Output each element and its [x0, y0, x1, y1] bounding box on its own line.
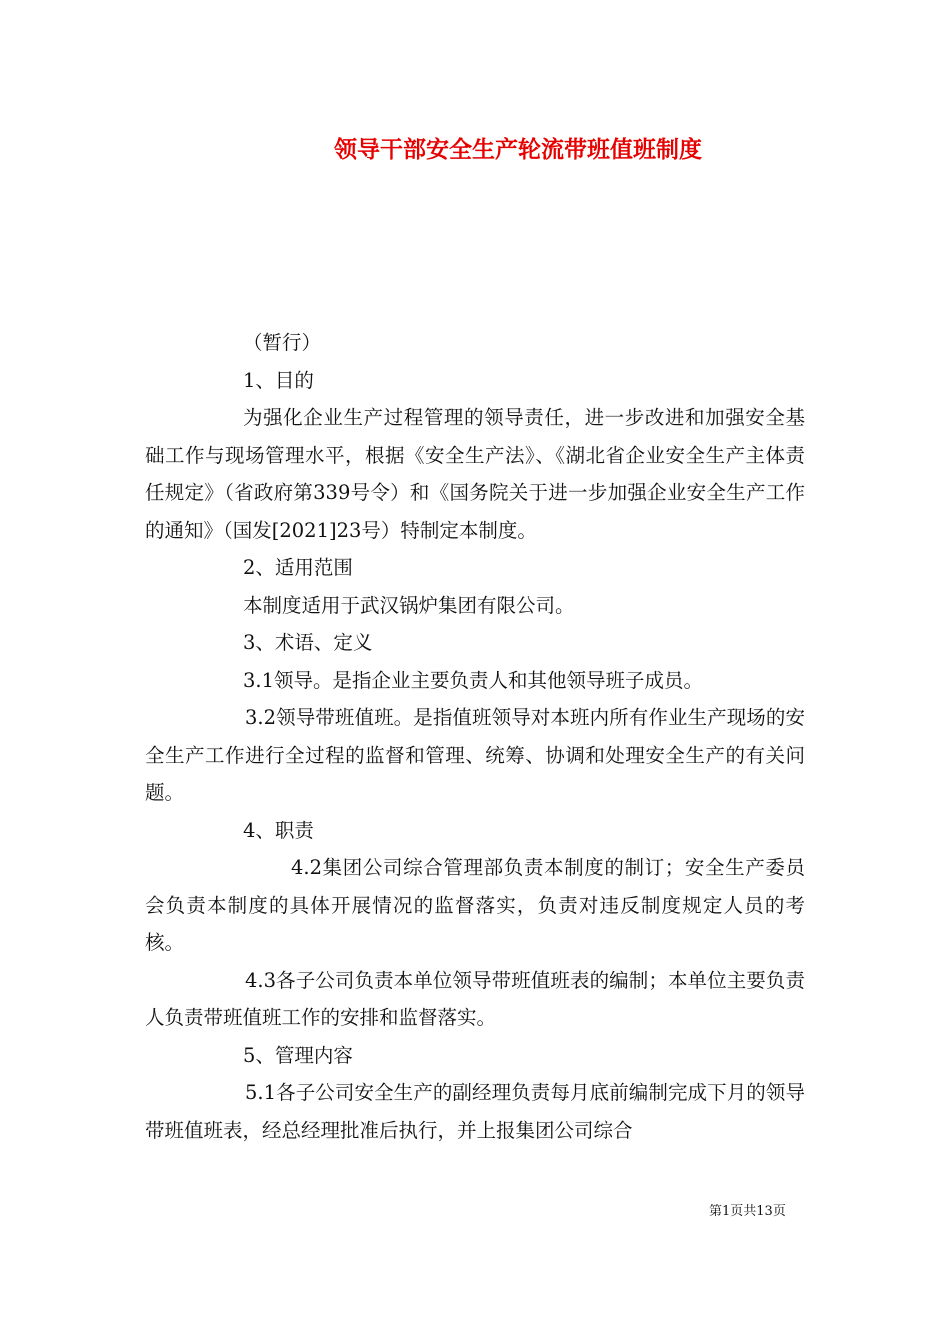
paragraph-purpose: 为强化企业生产过程管理的领导责任，进一步改进和加强安全基础工作与现场管理水平，根据《安全生产法》、《湖北省企业安全生产主体责任规定》（省政府第339号令）和《国务院关于进一步加强企业安全生产工作的通知》（国发[2021]23号）特制定本制度。: [145, 406, 805, 542]
paragraph-duty-4-3: 4.3各子公司负责本单位领导带班值班表的编制；本单位主要负责人负责带班值班工作的安排和监督落实。: [145, 968, 805, 1029]
document-title: 领导干部安全生产轮流带班值班制度: [334, 136, 702, 163]
section-heading-terms: 3、术语、定义: [243, 631, 373, 654]
paragraph-term-3-2: 3.2领导带班值班。是指值班领导对本班内所有作业生产现场的安全生产工作进行全过程的监督和管理、统筹、协调和处理安全生产的有关问题。: [145, 706, 805, 804]
paragraph-provisional: （暂行）: [243, 331, 322, 354]
section-heading-duties: 4、职责: [243, 818, 314, 842]
section-heading-scope: 2、适用范围: [243, 556, 353, 579]
paragraph-scope: 本制度适用于武汉锅炉集团有限公司。: [243, 593, 575, 617]
paragraph-duty-4-2: 4.2集团公司综合管理部负责本制度的制订；安全生产委员会负责本制度的具体开展情况的监督落实，负责对违反制度规定人员的考核。: [145, 856, 805, 954]
document-body: [145, 324, 805, 1149]
section-heading-management: 5、管理内容: [243, 1043, 353, 1067]
page-number-footer: 第1页共13页: [709, 1204, 786, 1219]
paragraph-management-5-1: 5.1各子公司安全生产的副经理负责每月底前编制完成下月的领导带班值班表，经总经理批准后执行，并上报集团公司综合: [145, 1081, 805, 1142]
paragraph-term-3-1: 3.1领导。是指企业主要负责人和其他领导班子成员。: [243, 668, 704, 692]
section-heading-purpose: 1、目的: [243, 368, 314, 392]
